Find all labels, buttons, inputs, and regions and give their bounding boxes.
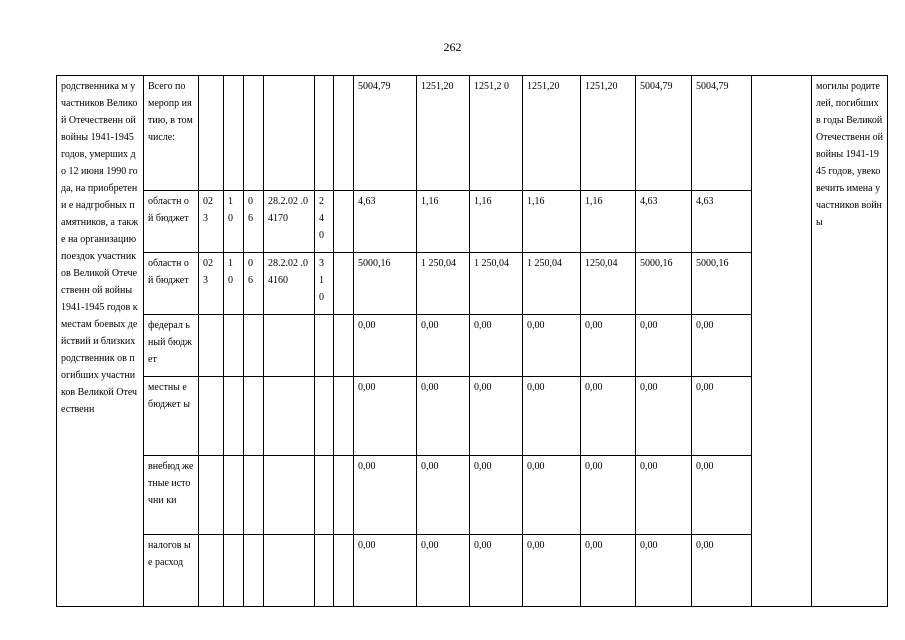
empty-cell (334, 377, 354, 456)
amount-cell: 5000,16 (692, 253, 752, 315)
amount-cell: 1,16 (581, 191, 636, 253)
amount-cell: 1251,20 (417, 76, 470, 191)
budget-code-cell: 0 6 (244, 253, 264, 315)
budget-code-cell: 3 1 0 (315, 253, 334, 315)
budget-code-cell (199, 315, 224, 377)
amount-cell: 5000,16 (636, 253, 692, 315)
empty-cell (334, 76, 354, 191)
budget-code-cell (264, 535, 315, 607)
amount-cell: 0,00 (354, 456, 417, 535)
budget-code-cell: 1 0 (224, 253, 244, 315)
budget-code-cell: 28.2.02 .04160 (264, 253, 315, 315)
budget-code-cell (199, 535, 224, 607)
budget-code-cell (244, 315, 264, 377)
amount-cell: 5004,79 (636, 76, 692, 191)
amount-cell: 1251,2 0 (470, 76, 523, 191)
amount-cell: 0,00 (692, 377, 752, 456)
budget-code-cell (244, 377, 264, 456)
amount-cell: 1 250,04 (470, 253, 523, 315)
budget-code-cell (224, 315, 244, 377)
empty-cell (334, 253, 354, 315)
amount-cell: 5004,79 (354, 76, 417, 191)
amount-cell: 0,00 (417, 315, 470, 377)
funding-source-cell: местны е бюджет ы (144, 377, 199, 456)
amount-cell: 0,00 (692, 535, 752, 607)
measure-description-cell: родственника м участников Великой Отечественн ой войны 1941-1945 годов, умерших до 12 июня 1990 года, на приобретени е надгробных памятников, а также на организацию поездок участников Великой Отечественн ой войны 1941-1945 годов к местам боевых действий и близких родственник ов погибших участников Великой Отечественн (57, 76, 144, 607)
page-number: 262 (443, 40, 462, 54)
amount-cell: 1251,20 (581, 76, 636, 191)
amount-cell: 1,16 (523, 191, 581, 253)
budget-code-cell (224, 456, 244, 535)
empty-cell (334, 191, 354, 253)
budget-code-cell (244, 535, 264, 607)
amount-cell: 0,00 (470, 456, 523, 535)
amount-cell: 0,00 (581, 315, 636, 377)
budget-code-cell (224, 76, 244, 191)
amount-cell: 0,00 (636, 377, 692, 456)
amount-cell: 0,00 (470, 377, 523, 456)
funding-source-cell: налогов ые расход (144, 535, 199, 607)
budget-code-cell: 28.2.02 .04170 (264, 191, 315, 253)
amount-cell: 0,00 (470, 315, 523, 377)
funding-source-cell: федерал ьный бюджет (144, 315, 199, 377)
amount-cell: 1,16 (470, 191, 523, 253)
budget-code-cell (315, 535, 334, 607)
empty-cell (752, 76, 812, 607)
budget-code-cell (264, 456, 315, 535)
amount-cell: 0,00 (636, 315, 692, 377)
budget-code-cell (315, 315, 334, 377)
budget-code-cell: 02 3 (199, 191, 224, 253)
amount-cell: 0,00 (523, 315, 581, 377)
amount-cell: 0,00 (470, 535, 523, 607)
budget-code-cell (199, 377, 224, 456)
amount-cell: 0,00 (636, 535, 692, 607)
budget-table (56, 75, 888, 607)
empty-cell (334, 315, 354, 377)
amount-cell: 1 250,04 (417, 253, 470, 315)
amount-cell: 0,00 (523, 456, 581, 535)
budget-code-cell (315, 456, 334, 535)
amount-cell: 1,16 (417, 191, 470, 253)
amount-cell: 0,00 (636, 456, 692, 535)
budget-code-cell (199, 76, 224, 191)
budget-code-cell (244, 456, 264, 535)
amount-cell: 0,00 (354, 377, 417, 456)
budget-code-cell (264, 315, 315, 377)
amount-cell: 1250,04 (581, 253, 636, 315)
budget-code-cell: 02 3 (199, 253, 224, 315)
amount-cell: 4,63 (692, 191, 752, 253)
budget-code-cell (264, 76, 315, 191)
funding-source-cell: Всего по меропр иятию, в том числе: (144, 76, 199, 191)
table-row (57, 76, 888, 191)
amount-cell: 1 250,04 (523, 253, 581, 315)
amount-cell: 0,00 (523, 377, 581, 456)
amount-cell: 1251,20 (523, 76, 581, 191)
funding-source-cell: областн ой бюджет (144, 191, 199, 253)
funding-source-cell: внебюд жетные источни ки (144, 456, 199, 535)
amount-cell: 0,00 (581, 377, 636, 456)
budget-code-cell (199, 456, 224, 535)
amount-cell: 0,00 (692, 456, 752, 535)
budget-code-cell (315, 377, 334, 456)
budget-code-cell (315, 76, 334, 191)
amount-cell: 0,00 (692, 315, 752, 377)
amount-cell: 5000,16 (354, 253, 417, 315)
amount-cell: 4,63 (354, 191, 417, 253)
expected-result-cell: могилы родителей, погибших в годы Великой Отечественн ой войны 1941-1945 годов, увековечить имена участников войны (812, 76, 888, 607)
funding-source-cell: областн ой бюджет (144, 253, 199, 315)
amount-cell: 0,00 (581, 456, 636, 535)
amount-cell: 0,00 (417, 456, 470, 535)
amount-cell: 4,63 (636, 191, 692, 253)
amount-cell: 0,00 (354, 535, 417, 607)
budget-code-cell (244, 76, 264, 191)
empty-cell (334, 456, 354, 535)
amount-cell: 0,00 (354, 315, 417, 377)
budget-code-cell (224, 377, 244, 456)
amount-cell: 5004,79 (692, 76, 752, 191)
amount-cell: 0,00 (417, 377, 470, 456)
budget-code-cell (264, 377, 315, 456)
amount-cell: 0,00 (581, 535, 636, 607)
budget-code-cell: 1 0 (224, 191, 244, 253)
empty-cell (334, 535, 354, 607)
amount-cell: 0,00 (417, 535, 470, 607)
budget-code-cell (224, 535, 244, 607)
budget-code-cell: 2 4 0 (315, 191, 334, 253)
budget-code-cell: 0 6 (244, 191, 264, 253)
amount-cell: 0,00 (523, 535, 581, 607)
